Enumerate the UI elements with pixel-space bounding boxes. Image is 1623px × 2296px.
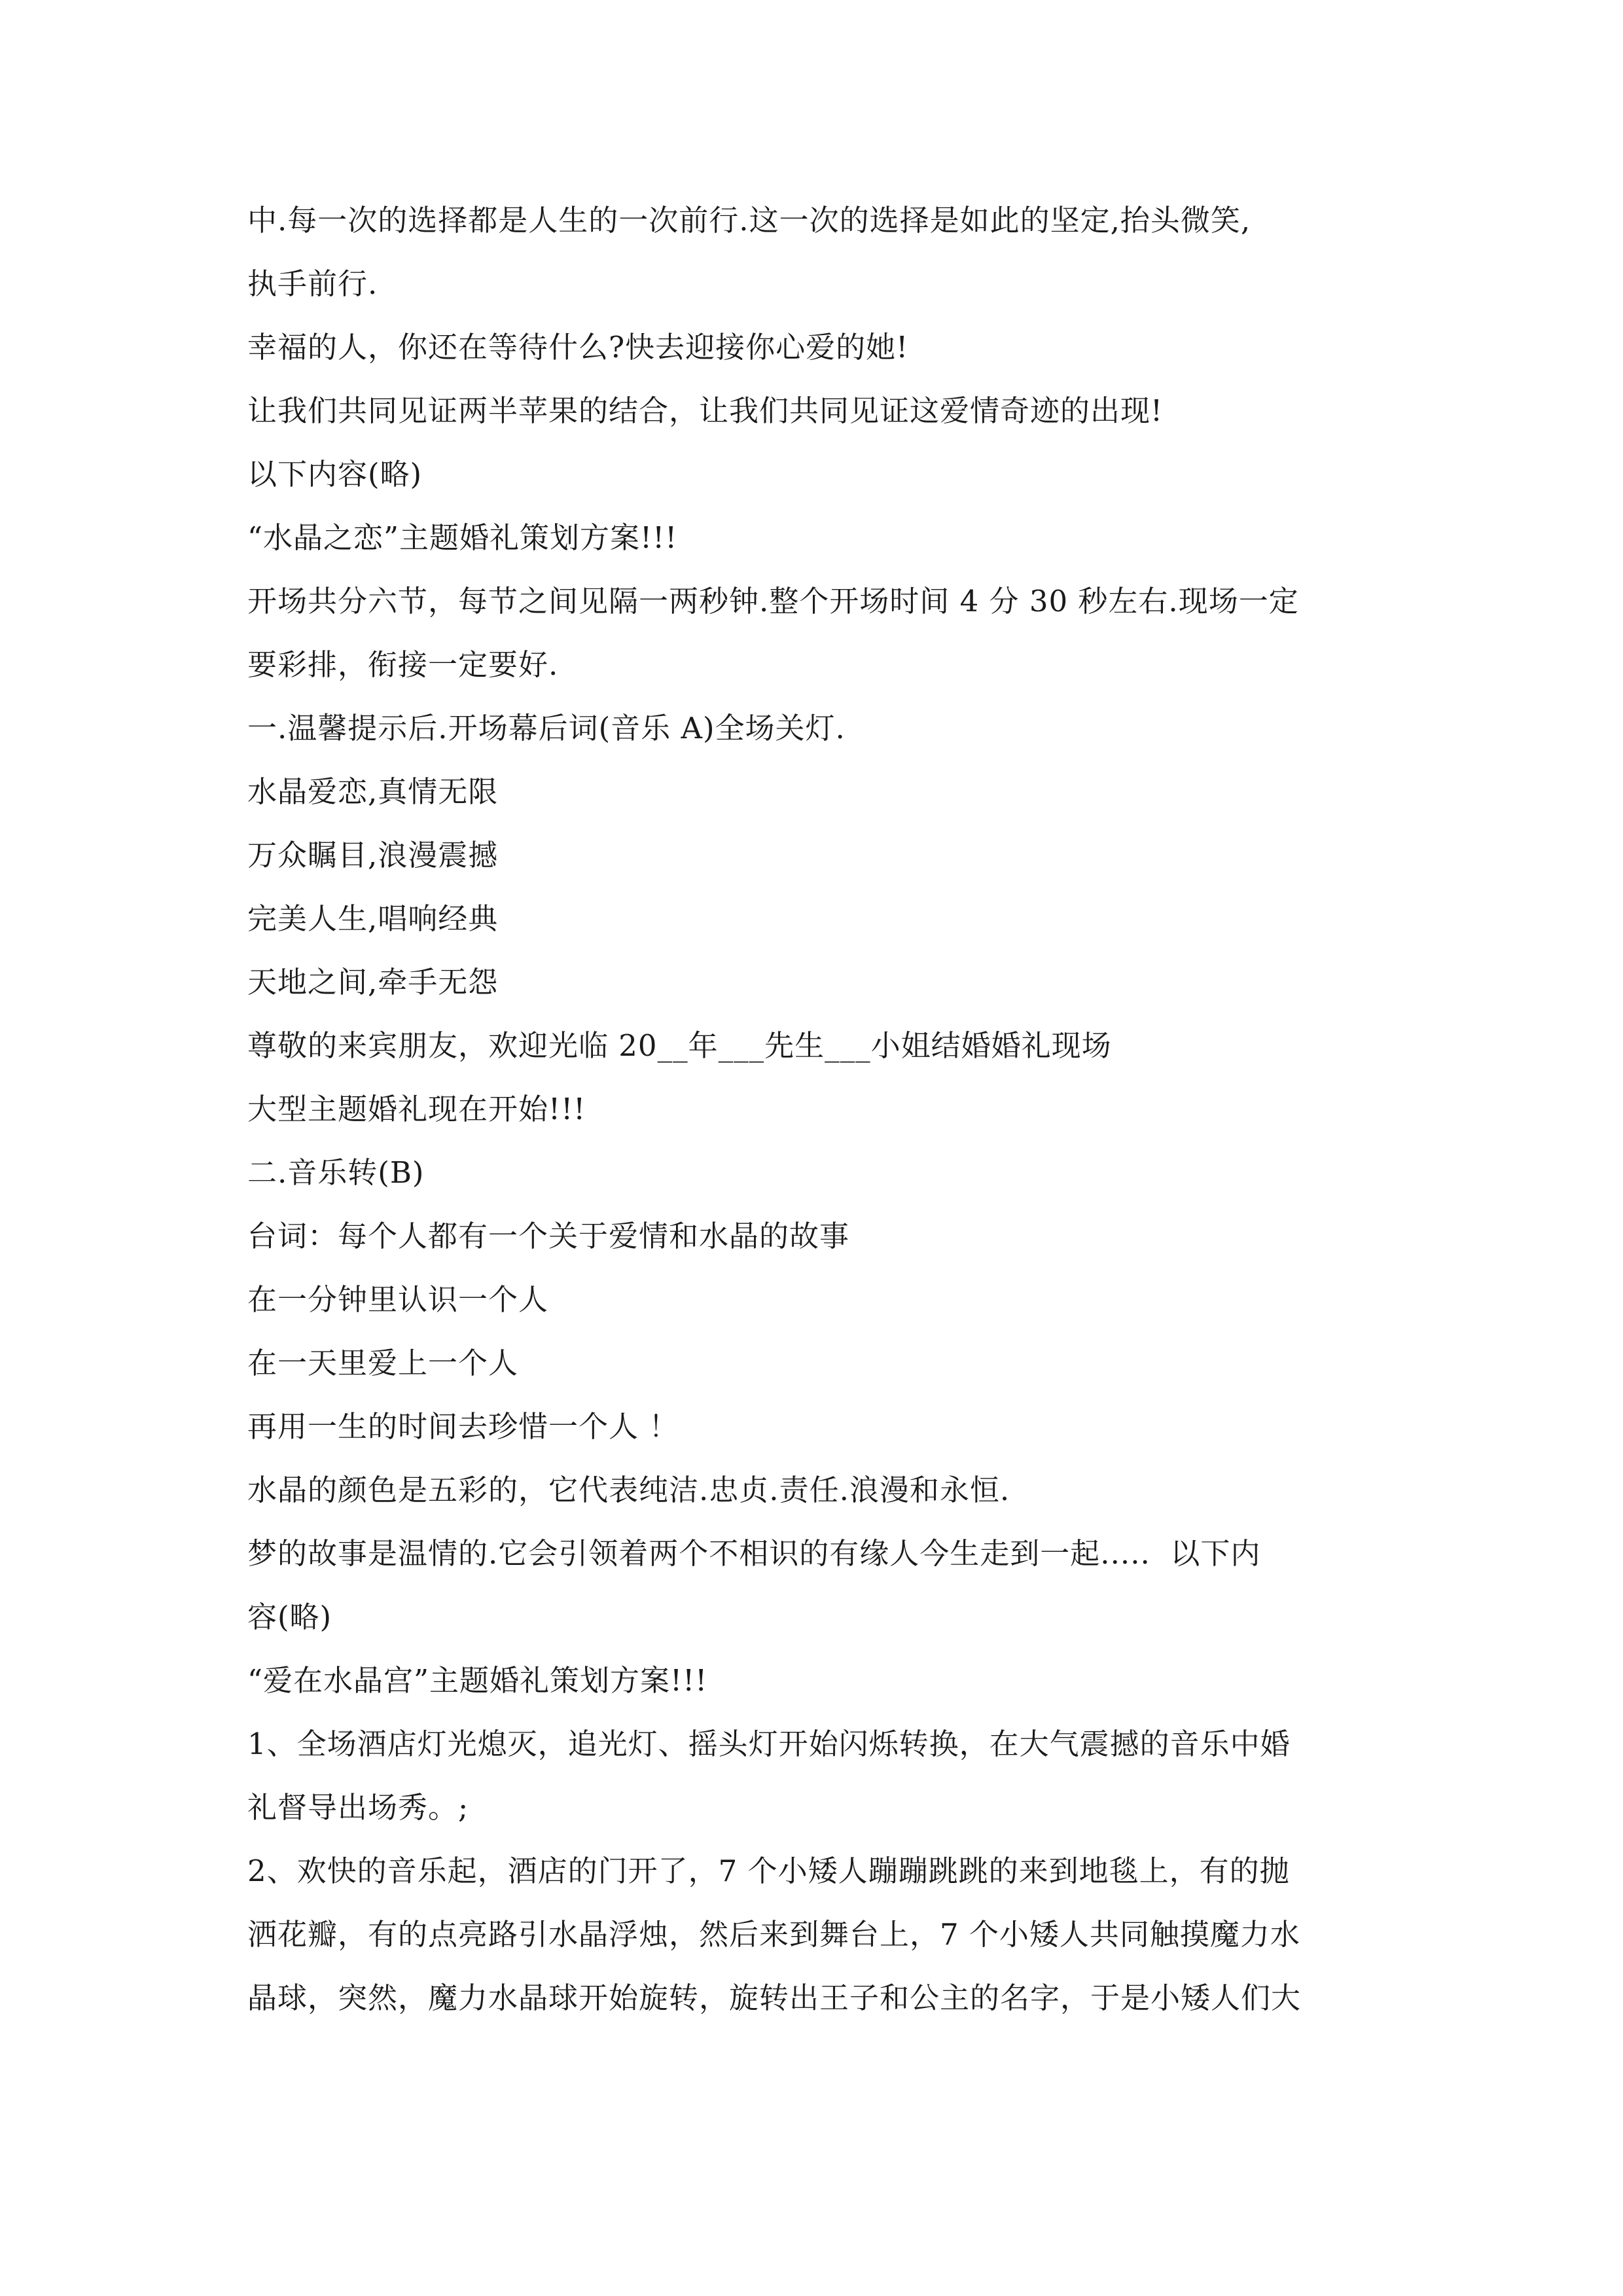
- text-line: 水晶的颜色是五彩的，它代表纯洁.忠贞.责任.浪漫和永恒.: [247, 1473, 1010, 1507]
- text-line: 1、全场酒店灯光熄灭，追光灯、摇头灯开始闪烁转换，在大气震撼的音乐中婚: [247, 1727, 1291, 1761]
- text-line: 万众瞩目,浪漫震撼: [247, 838, 499, 872]
- text-line: 以下内容(略): [247, 457, 423, 492]
- text-line: 再用一生的时间去珍惜一个人 ！: [247, 1409, 679, 1444]
- text-line: 大型主题婚礼现在开始!!!: [247, 1092, 586, 1126]
- text-line: 尊敬的来宾朋友，欢迎光临 20__年___先生___小姐结婚婚礼现场: [247, 1028, 1112, 1063]
- text-line: 梦的故事是温情的.它会引领着两个不相识的有缘人今生走到一起..... 以下内: [247, 1536, 1261, 1571]
- text-line: 洒花瓣，有的点亮路引水晶浮烛，然后来到舞台上，7 个小矮人共同触摸魔力水: [247, 1917, 1300, 1952]
- text-line: 中.每一次的选择都是人生的一次前行.这一次的选择是如此的坚定,抬头微笑,: [247, 203, 1251, 238]
- text-line: 在一分钟里认识一个人: [247, 1282, 549, 1317]
- text-line: 完美人生,唱响经典: [247, 901, 499, 936]
- text-line: 台词：每个人都有一个关于爱情和水晶的故事: [247, 1219, 850, 1253]
- text-line: 幸福的人，你还在等待什么?快去迎接你心爱的她!: [247, 330, 909, 365]
- text-line: 天地之间,牵手无怨: [247, 965, 499, 999]
- section-heading: “水晶之恋”主题婚礼策划方案!!!: [247, 520, 678, 555]
- text-line: 一.温馨提示后.开场幕后词(音乐 A)全场关灯.: [247, 711, 846, 745]
- text-line: 在一天里爱上一个人: [247, 1346, 519, 1380]
- section-heading: “爱在水晶宫”主题婚礼策划方案!!!: [247, 1663, 708, 1698]
- text-line: 礼督导出场秀。;: [247, 1790, 469, 1825]
- text-line: 水晶爱恋,真情无限: [247, 774, 499, 809]
- text-line: 2、欢快的音乐起，酒店的门开了，7 个小矮人蹦蹦跳跳的来到地毯上，有的抛: [247, 1854, 1290, 1888]
- text-line: 二.音乐转(B): [247, 1155, 425, 1190]
- text-line: 容(略): [247, 1600, 332, 1634]
- text-line: 开场共分六节，每节之间见隔一两秒钟.整个开场时间 4 分 30 秒左右.现场一定: [247, 584, 1299, 619]
- text-line: 晶球，突然，魔力水晶球开始旋转，旋转出王子和公主的名字，于是小矮人们大: [247, 1981, 1302, 2015]
- text-line: 执手前行.: [247, 266, 378, 301]
- text-line: 让我们共同见证两半苹果的结合，让我们共同见证这爱情奇迹的出现!: [247, 393, 1164, 428]
- document-body: [247, 188, 1386, 2030]
- text-line: 要彩排，衔接一定要好.: [247, 647, 559, 682]
